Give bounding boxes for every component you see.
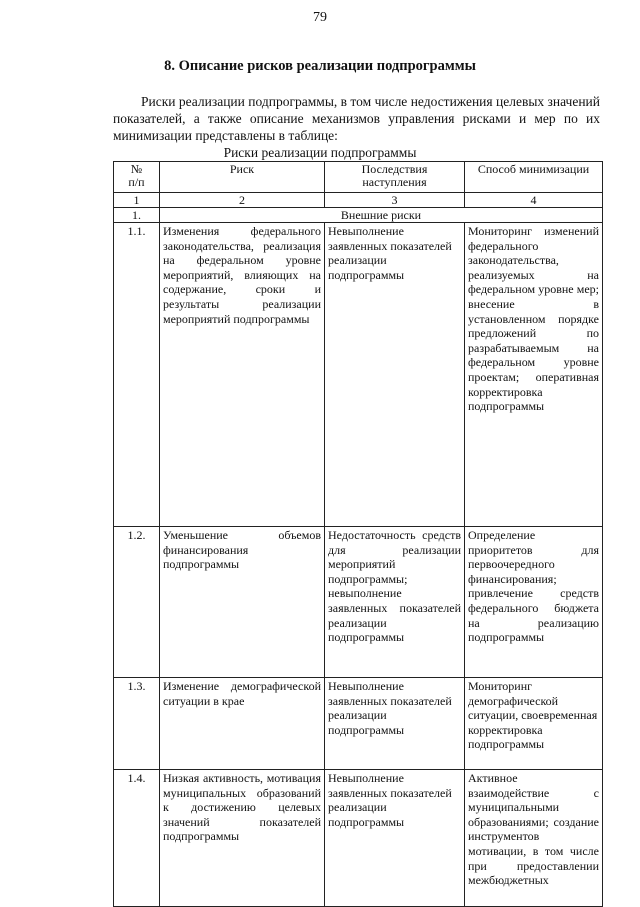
row-risk: Изменение демографической ситуации в крае [160, 678, 325, 770]
header-risk: Риск [160, 162, 325, 193]
table-caption: Риски реализации подпрограммы [223, 145, 417, 160]
row-mitigation: Определение приоритетов для первоочередного финансирования; привлечение средств федерального бюджета на реализацию подпрограммы [465, 527, 603, 678]
row-num: 1.2. [114, 527, 160, 678]
row-risk: Низкая активность, мотивация муниципальных образований к достижению целевых значений показателей подпрограммы [160, 770, 325, 907]
table-header-row [114, 162, 603, 193]
risk-table [113, 161, 603, 907]
row-risk: Изменения федерального законодательства, реализация на федеральном уровне мероприятий, влияющих на содержание, сроки и результаты реализации мероприятий подпрограммы [160, 223, 325, 527]
section-heading: 8. Описание рисков реализации подпрограммы [164, 58, 476, 74]
column-number: 1 [114, 193, 160, 208]
group-row-external-risks [114, 208, 603, 223]
header-mitigation: Способ минимизации [465, 162, 603, 193]
page-number: 79 [313, 10, 327, 25]
table-row [114, 223, 603, 527]
table-row [114, 527, 603, 678]
row-mitigation: Активное взаимодействие с муниципальными образованиями; создание инструментов мотивации, в том числе при предоставлении межбюджетных [465, 770, 603, 907]
table-row [114, 678, 603, 770]
column-number-row [114, 193, 603, 208]
row-risk: Уменьшение объемов финансирования подпрограммы [160, 527, 325, 678]
table-row [114, 770, 603, 907]
row-num: 1.4. [114, 770, 160, 907]
column-number: 2 [160, 193, 325, 208]
row-num: 1.3. [114, 678, 160, 770]
header-consequence: Последствия наступления [325, 162, 465, 193]
header-num-text: № п/п [128, 162, 145, 189]
row-consequence: Недостаточность средств для реализации мероприятий подпрограммы; невыполнение заявленных показателей реализации подпрограммы [325, 527, 465, 678]
row-mitigation: Мониторинг демографической ситуации, своевременная корректировка подпрограммы [465, 678, 603, 770]
row-consequence: Невыполнение заявленных показателей реализации подпрограммы [325, 770, 465, 907]
row-mitigation: Мониторинг изменений федерального законодательства, реализуемых на федеральном уровне мер; внесение в установленном порядке предложений по разрабатываемым на федеральном уровне проектам; оперативная корректировка подпрограммы [465, 223, 603, 527]
row-num: 1.1. [114, 223, 160, 527]
header-num [114, 162, 160, 193]
column-number: 4 [465, 193, 603, 208]
group-num: 1. [114, 208, 160, 223]
intro-paragraph: Риски реализации подпрограммы, в том числе недостижения целевых значений показателей, а также описание механизмов управления рисками и мер по их минимизации представлены в таблице: [113, 94, 600, 143]
column-number: 3 [325, 193, 465, 208]
row-consequence: Невыполнение заявленных показателей реализации подпрограммы [325, 678, 465, 770]
group-title: Внешние риски [160, 208, 603, 223]
row-consequence: Невыполнение заявленных показателей реализации подпрограммы [325, 223, 465, 527]
